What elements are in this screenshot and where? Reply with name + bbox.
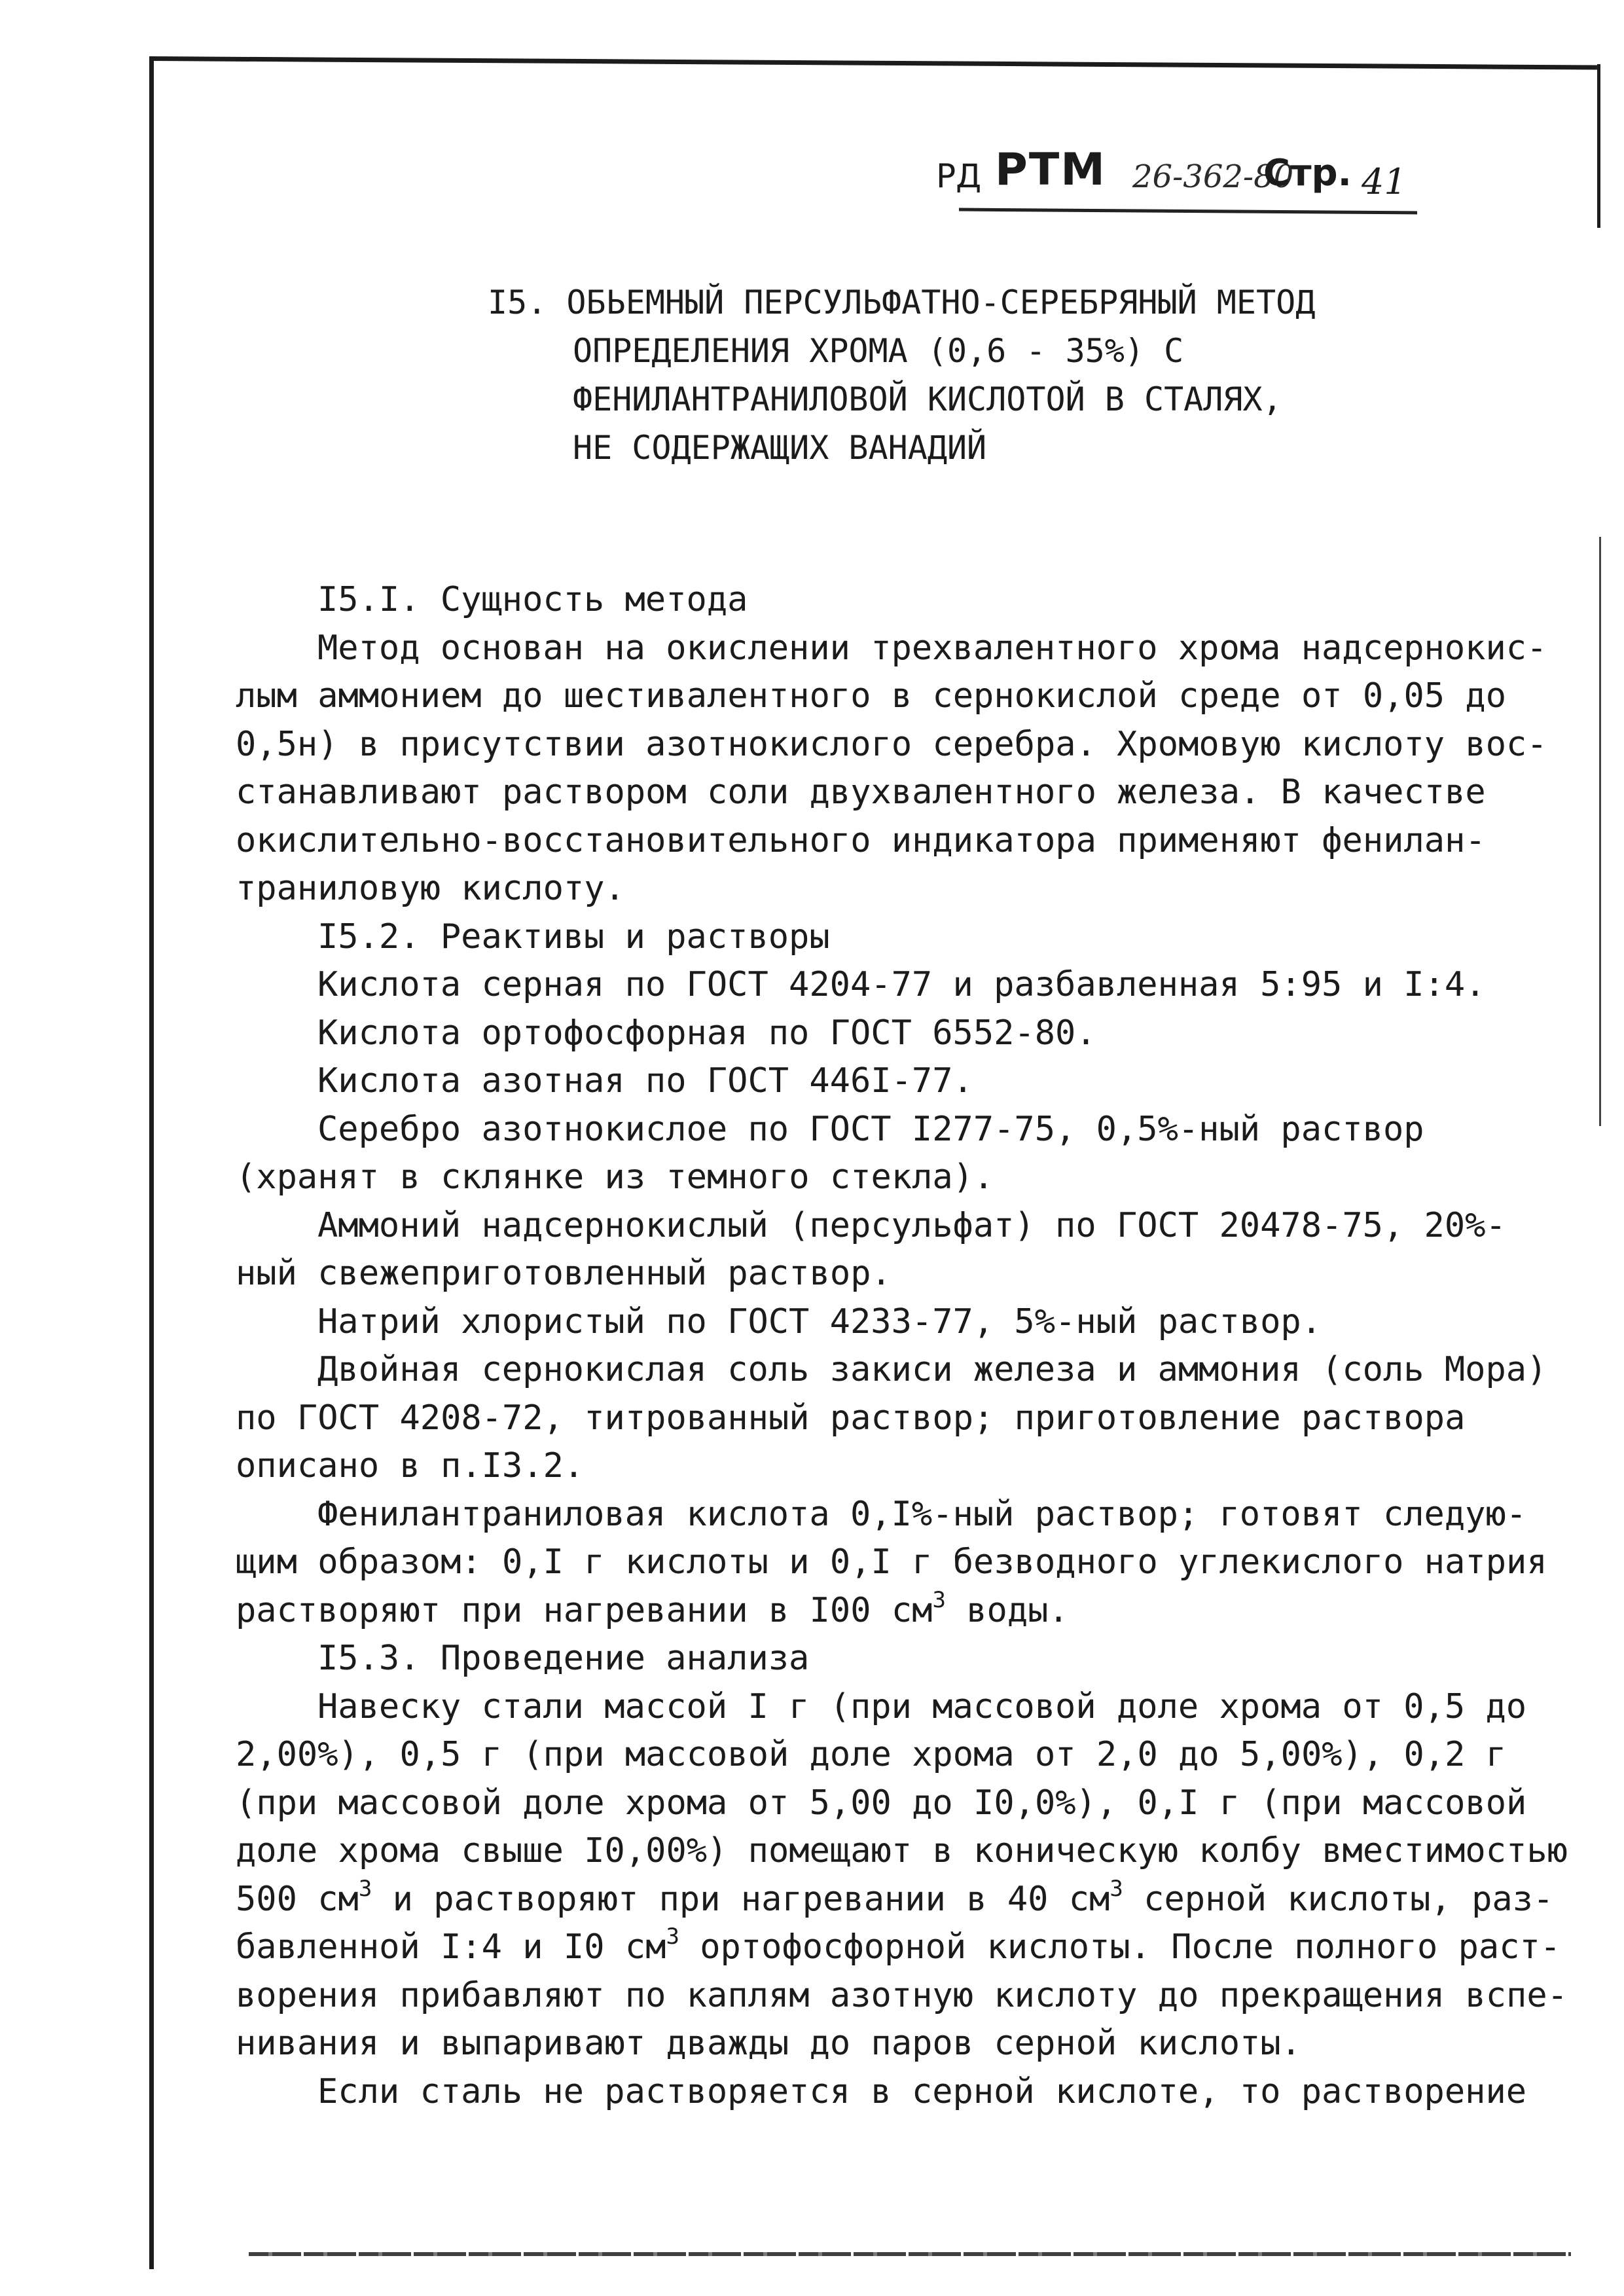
reagent-line: [236, 1587, 1551, 1635]
superscript: 3: [666, 1923, 679, 1950]
header-prefix: РД: [936, 157, 982, 195]
paragraph-line: Навеску стали массой I г (при массовой доле хрома от 0,5 до: [317, 1686, 1527, 1726]
text-fragment: и растворяют при нагревании в 40 см: [372, 1879, 1110, 1919]
superscript: 3: [1110, 1875, 1123, 1902]
reagent-line: по ГОСТ 4208-72, титрованный раствор; приготовление раствора: [236, 1398, 1466, 1438]
paragraph-line: 0,5н) в присутствии азотнокислого серебра. Хромовую кислоту вос-: [236, 724, 1547, 764]
text-fragment: бавленной I:4 и I0 см: [236, 1927, 666, 1967]
superscript: 3: [358, 1875, 372, 1902]
header-page-label: Стр.: [1263, 152, 1352, 194]
subsection-title: I5.2. Реактивы и растворы: [317, 917, 830, 957]
paragraph-line: Если сталь не растворяется в серной кислоте, то растворение: [317, 2071, 1527, 2111]
superscript: 3: [932, 1586, 946, 1613]
reagent-line: описано в п.I3.2.: [236, 1446, 585, 1485]
subsection-title: I5.3. Проведение анализа: [317, 1639, 810, 1678]
reagent-line: Натрий хлористый по ГОСТ 4233-77, 5%-ный раствор.: [317, 1302, 1322, 1341]
frame-right-line-lower: [1599, 537, 1601, 1126]
reagent-line: Фенилантраниловая кислота 0,I%-ный раствор; готовят следую-: [317, 1494, 1527, 1534]
document-header-stamp: [936, 144, 1420, 223]
reagent-line: щим образом: 0,I г кислоты и 0,I г безводного углекислого натрия: [236, 1542, 1547, 1582]
heading-line: I5. ОБЬЕМНЫЙ ПЕРСУЛЬФАТНО-СЕРЕБРЯНЫЙ МЕТОД: [488, 283, 1316, 321]
heading-line: ФЕНИЛАНТРАНИЛОВОЙ КИСЛОТОЙ В СТАЛЯХ,: [573, 380, 1282, 418]
section-heading: [488, 278, 1535, 472]
paragraph-line: Метод основан на окислении трехвалентного хрома надсернокис-: [317, 628, 1547, 668]
text-fragment: воды.: [945, 1590, 1069, 1630]
paragraph-line: [236, 1923, 1561, 1972]
reagent-line: Кислота серная по ГОСТ 4204-77 и разбавленная 5:95 и I:4.: [317, 965, 1486, 1004]
paragraph-line: нивания и выпаривают дважды до паров серной кислоты.: [236, 2024, 1301, 2063]
text-fragment: ортофосфорной кислоты. После полного раст-: [679, 1927, 1561, 1967]
heading-line: НЕ СОДЕРЖАЩИХ ВАНАДИЙ: [573, 429, 987, 467]
paragraph-line: 2,00%), 0,5 г (при массовой доле хрома от 2,0 до 5,00%), 0,2 г: [236, 1735, 1507, 1774]
paragraph-line: окислительно-восстановительного индикатора применяют фенилан-: [236, 820, 1486, 860]
paragraph-line: траниловую кислоту.: [236, 869, 625, 908]
paragraph-line: станавливают раствором соли двухвалентного железа. В качестве: [236, 773, 1486, 812]
subsection-title: I5.I. Сущность метода: [317, 580, 748, 619]
paragraph-line: [236, 1875, 1554, 1924]
text-fragment: растворяют при нагревании в I00 см: [236, 1590, 933, 1630]
header-underline: [959, 208, 1417, 215]
paragraph-line: лым аммонием до шестивалентного в сернокислой среде от 0,05 до: [236, 676, 1507, 716]
reagent-line: ный свежеприготовленный раствор.: [236, 1254, 892, 1293]
reagent-line: (хранят в склянке из темного стекла).: [236, 1157, 994, 1197]
header-doc-number: 26-362-80: [1132, 158, 1294, 195]
frame-right-line: [1597, 64, 1600, 228]
header-page-number: 41: [1362, 161, 1407, 202]
paragraph-line: ворения прибавляют по каплям азотную кислоту до прекращения вспе-: [236, 1975, 1568, 2015]
text-fragment: 500 см: [236, 1879, 359, 1919]
frame-top-line: [149, 56, 1597, 70]
text-fragment: серной кислоты, раз-: [1123, 1879, 1554, 1919]
document-body: [236, 576, 1568, 2116]
header-doc-type: РТМ: [995, 144, 1106, 196]
paragraph-line: (при массовой доле хрома от 5,00 до I0,0%), 0,I г (при массовой: [236, 1783, 1527, 1823]
reagent-line: Кислота азотная по ГОСТ 446I-77.: [317, 1061, 973, 1101]
frame-left-line: [149, 56, 154, 2269]
paragraph-line: доле хрома свыше I0,00%) помещают в коническую колбу вместимостью: [236, 1831, 1568, 1870]
reagent-line: Серебро азотнокислое по ГОСТ I277-75, 0,5%-ный раствор: [317, 1109, 1424, 1149]
reagent-line: Двойная сернокислая соль закиси железа и аммония (соль Мора): [317, 1350, 1547, 1389]
heading-line: ОПРЕДЕЛЕНИЯ ХРОМА (0,6 - 35%) С: [573, 332, 1184, 370]
reagent-line: Аммоний надсернокислый (персульфат) по ГОСТ 20478-75, 20%-: [317, 1205, 1506, 1245]
bottom-rule: [249, 2252, 1571, 2256]
reagent-line: Кислота ортофосфорная по ГОСТ 6552-80.: [317, 1013, 1096, 1053]
